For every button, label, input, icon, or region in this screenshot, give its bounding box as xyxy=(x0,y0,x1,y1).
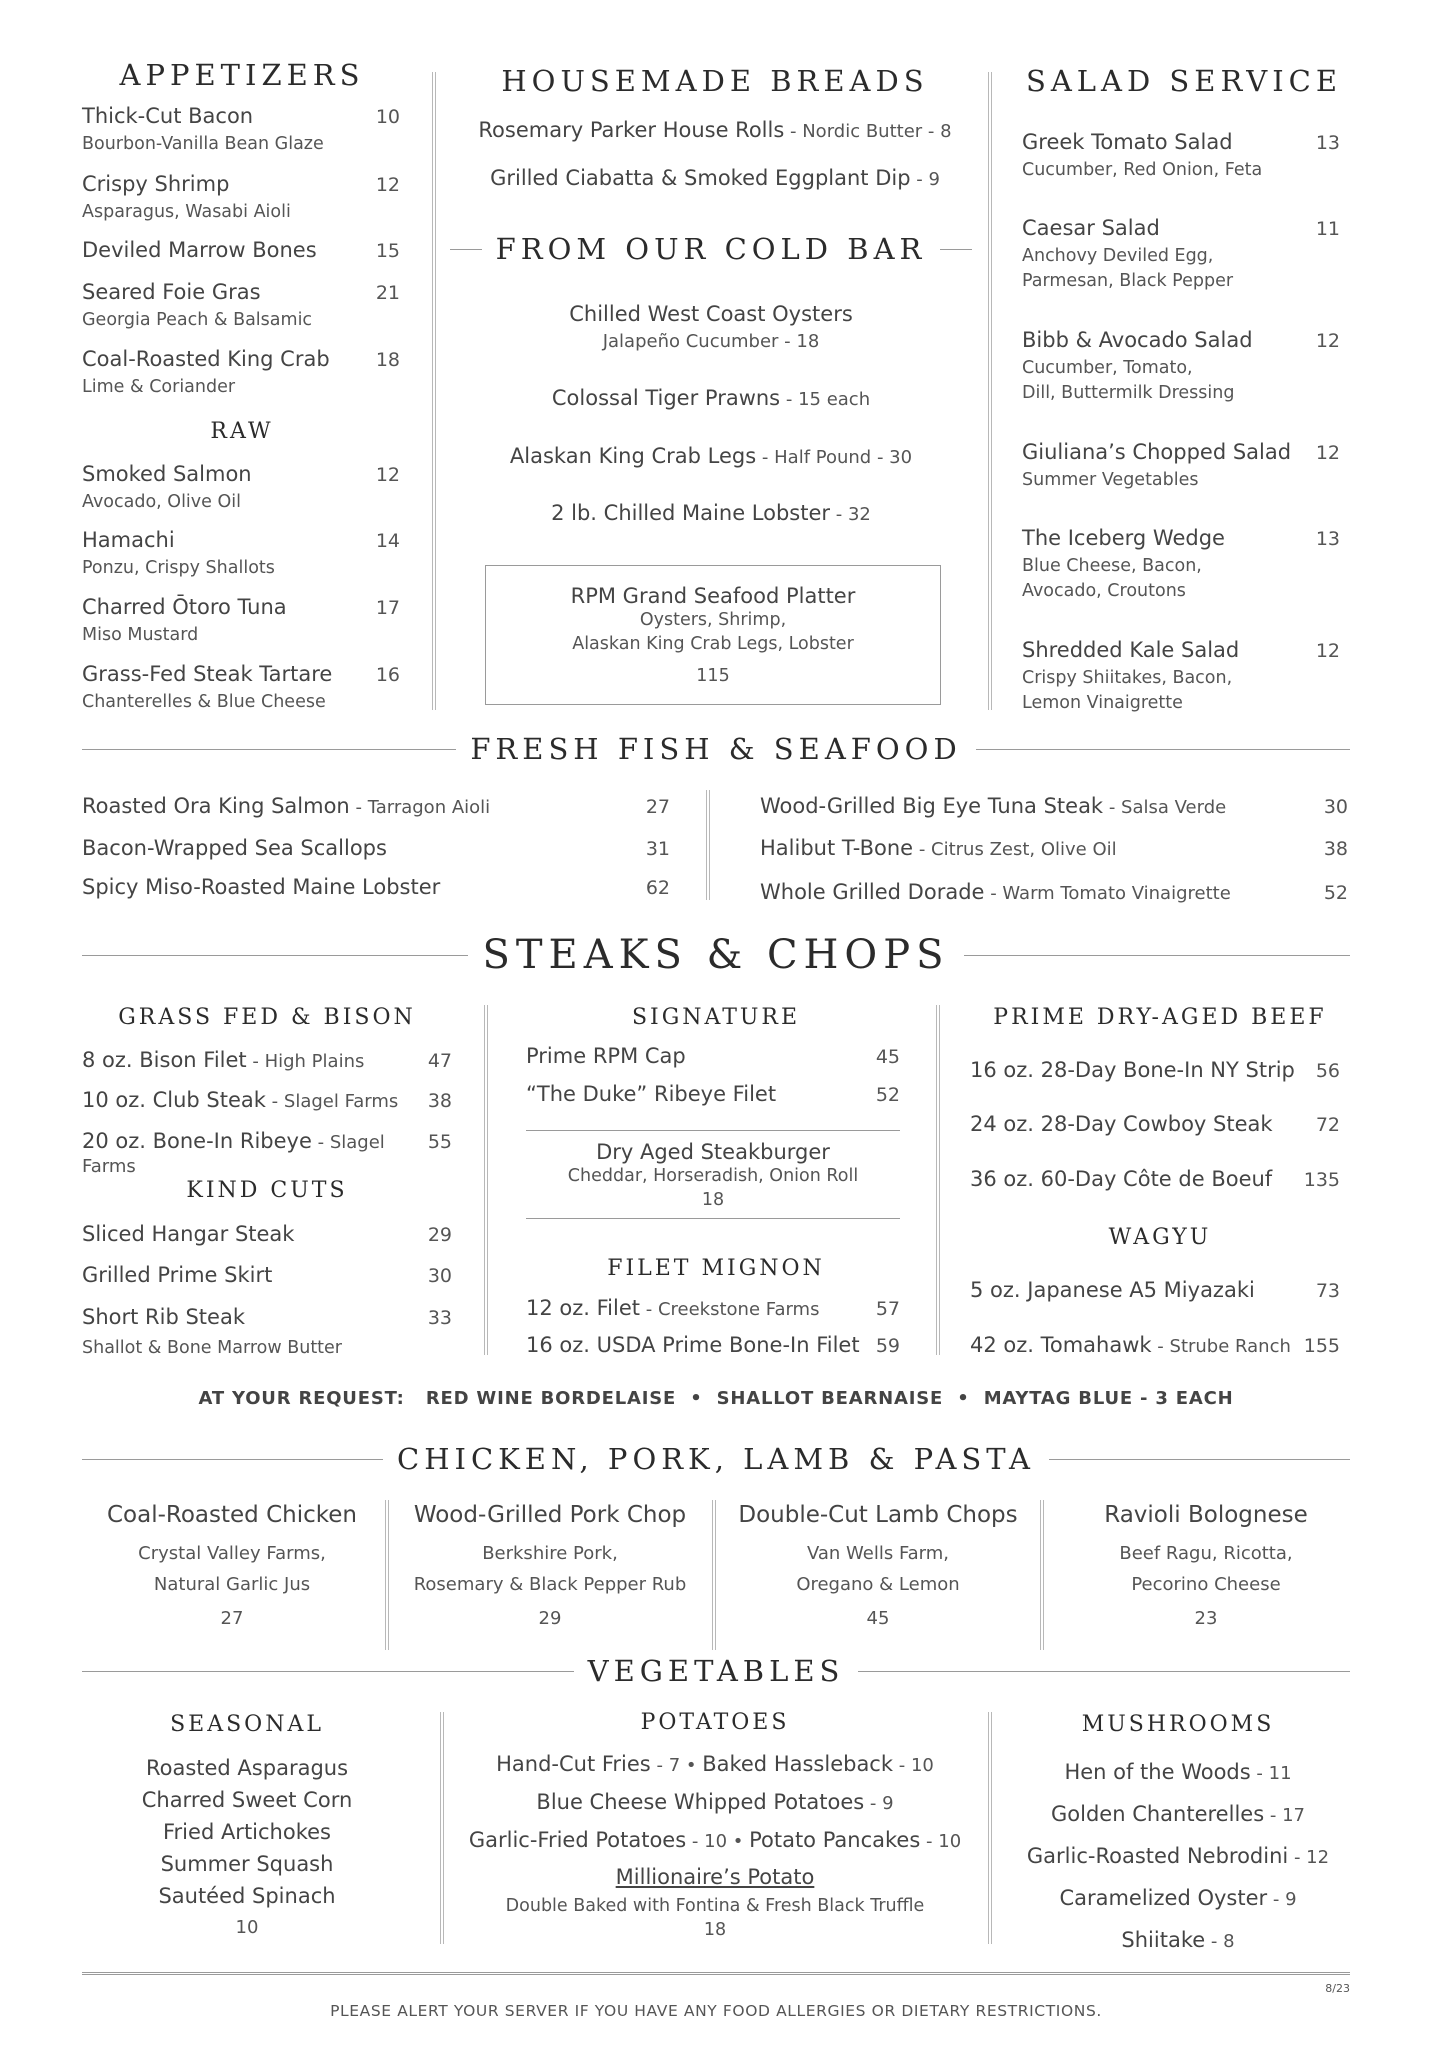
menu-item: 16 oz. 28-Day Bone-In NY Strip 56 xyxy=(970,1058,1340,1082)
menu-item: Coal-Roasted King Crab 18 xyxy=(82,347,400,371)
item-desc: Chanterelles & Blue Cheese xyxy=(82,692,326,712)
kind-cuts-heading: KIND CUTS xyxy=(186,1178,348,1203)
menu-item: Short Rib Steak 33 xyxy=(82,1305,452,1329)
menu-item: 16 oz. USDA Prime Bone-In Filet 59 xyxy=(526,1333,900,1357)
menu-item: “The Duke” Ribeye Filet 52 xyxy=(526,1082,900,1106)
menu-item: Whole Grilled Dorade - Warm Tomato Vinaigrette 52 xyxy=(760,880,1348,904)
menu-date: 8/23 xyxy=(1325,1982,1350,1995)
steaks-heading-row xyxy=(82,932,1350,978)
millionaires-potato: Millionaire’s Potato xyxy=(615,1865,815,1889)
item-desc: Anchovy Deviled Egg, xyxy=(1022,246,1214,266)
menu-item: 8 oz. Bison Filet - High Plains 47 xyxy=(82,1048,452,1072)
item-desc: Blue Cheese, Bacon, xyxy=(1022,556,1202,576)
cold-bar-item-detail: Jalapeño Cucumber - 18 xyxy=(602,331,820,352)
mushroom-item: Golden Chanterelles - 17 xyxy=(1051,1802,1305,1826)
item-desc: Dill, Buttermilk Dressing xyxy=(1022,383,1235,403)
cold-bar-item: Chilled West Coast Oysters xyxy=(569,302,853,326)
menu-item: Hamachi 14 xyxy=(82,528,400,552)
entree-name: Double-Cut Lamb Chops xyxy=(738,1502,1018,1528)
veg-item: Roasted Asparagus xyxy=(145,1756,349,1780)
entree-price: 23 xyxy=(1194,1608,1218,1629)
menu-item: Prime RPM Cap 45 xyxy=(526,1044,900,1068)
heading-rule-line xyxy=(976,749,1350,750)
sauces-note: AT YOUR REQUEST: RED WINE BORDELAISE • SHALLOT BEARNAISE • MAYTAG BLUE - 3 EACH xyxy=(198,1388,1234,1409)
menu-item: 10 oz. Club Steak - Slagel Farms 38 xyxy=(82,1088,452,1112)
menu-item: Deviled Marrow Bones 15 xyxy=(82,238,400,262)
entree-name: Coal-Roasted Chicken xyxy=(107,1502,357,1528)
platter-price: 115 xyxy=(696,666,730,686)
raw-heading: RAW xyxy=(210,419,274,444)
vegetables-heading: VEGETABLES xyxy=(587,1654,845,1688)
item-desc: Cucumber, Red Onion, Feta xyxy=(1022,160,1263,180)
cold-bar-item: Colossal Tiger Prawns - 15 each xyxy=(551,386,871,410)
cold-bar-heading-row xyxy=(450,232,972,266)
mushroom-item: Shiitake - 8 xyxy=(1121,1928,1235,1952)
cold-bar-item: Alaskan King Crab Legs - Half Pound - 30 xyxy=(509,444,913,468)
allergy-note: PLEASE ALERT YOUR SERVER IF YOU HAVE ANY FOOD ALLERGIES OR DIETARY RESTRICTIONS. xyxy=(330,2002,1102,2020)
menu-item: 24 oz. 28-Day Cowboy Steak 72 xyxy=(970,1112,1340,1136)
potatoes-list xyxy=(460,1746,970,1942)
menu-item: The Iceberg Wedge 13 xyxy=(1022,526,1340,550)
mushrooms-list xyxy=(1008,1752,1348,1962)
heading-rule-line xyxy=(964,955,1350,956)
platter-name: RPM Grand Seafood Platter xyxy=(570,584,856,608)
appetizers-heading: APPETIZERS xyxy=(119,58,365,92)
item-desc: Summer Vegetables xyxy=(1022,470,1199,490)
entree-desc-2: Oregano & Lemon xyxy=(796,1574,960,1595)
entree-desc-2: Pecorino Cheese xyxy=(1131,1574,1281,1595)
veg-item: Sautéed Spinach xyxy=(158,1884,336,1908)
menu-item: Grass-Fed Steak Tartare 16 xyxy=(82,662,400,686)
item-desc: Crispy Shiitakes, Bacon, xyxy=(1022,668,1233,688)
steakburger xyxy=(526,1140,900,1212)
heading-rule-line xyxy=(82,1671,574,1672)
potato-line: Hand-Cut Fries - 7 • Baked Hassleback - 10 xyxy=(496,1752,934,1776)
entree-price: 27 xyxy=(220,1608,244,1629)
chicken-heading: CHICKEN, PORK, LAMB & PASTA xyxy=(397,1442,1035,1476)
heading-rule-line xyxy=(82,955,468,956)
entree-name: Wood-Grilled Pork Chop xyxy=(413,1502,687,1528)
column-divider xyxy=(712,1500,716,1650)
menu-item: Smoked Salmon 12 xyxy=(82,462,400,486)
menu-item: Bibb & Avocado Salad 12 xyxy=(1022,328,1340,352)
steaks-heading: STEAKS & CHOPS xyxy=(482,932,950,978)
fish-heading: FRESH FISH & SEAFOOD xyxy=(470,732,962,766)
vegetables-heading-row xyxy=(82,1654,1350,1688)
entree-item xyxy=(400,1502,700,1629)
menu-item: Halibut T-Bone - Citrus Zest, Olive Oil 38 xyxy=(760,836,1348,860)
seasonal-heading: SEASONAL xyxy=(170,1712,324,1737)
steakburger-price: 18 xyxy=(701,1190,725,1210)
entree-desc-1: Van Wells Farm, xyxy=(806,1543,950,1564)
bread-item: Grilled Ciabatta & Smoked Eggplant Dip - 9 xyxy=(490,166,940,190)
column-divider xyxy=(484,1005,488,1355)
menu-item: Grilled Prime Skirt 30 xyxy=(82,1263,452,1287)
entree-item xyxy=(728,1502,1028,1629)
menu-item: Giuliana’s Chopped Salad 12 xyxy=(1022,440,1340,464)
heading-rule-line xyxy=(82,749,456,750)
menu-item: Spicy Miso-Roasted Maine Lobster 62 xyxy=(82,875,670,899)
grass-fed-heading: GRASS FED & BISON xyxy=(118,1005,416,1030)
veg-item: Summer Squash xyxy=(160,1852,334,1876)
menu-item: Shredded Kale Salad 12 xyxy=(1022,638,1340,662)
seasonal-list xyxy=(82,1752,412,1944)
potatoes-heading: POTATOES xyxy=(640,1710,790,1735)
menu-item: Caesar Salad 11 xyxy=(1022,216,1340,240)
veg-item: Fried Artichokes xyxy=(163,1820,331,1844)
veg-price: 10 xyxy=(235,1917,259,1938)
bread-item: Rosemary Parker House Rolls - Nordic Butter - 8 xyxy=(478,118,952,142)
column-divider xyxy=(988,1712,992,1944)
veg-item: Charred Sweet Corn xyxy=(141,1788,353,1812)
wagyu-heading: WAGYU xyxy=(1108,1225,1212,1250)
item-desc: Miso Mustard xyxy=(82,625,199,645)
mushroom-item: Caramelized Oyster - 9 xyxy=(1059,1886,1297,1910)
entree-desc-2: Rosemary & Black Pepper Rub xyxy=(413,1574,687,1595)
footer-rule xyxy=(82,1972,1350,1975)
menu-item: 36 oz. 60-Day Côte de Boeuf 135 xyxy=(970,1167,1340,1191)
steakburger-desc: Cheddar, Horseradish, Onion Roll xyxy=(567,1166,859,1186)
menu-item: 42 oz. Tomahawk - Strube Ranch 155 xyxy=(970,1333,1340,1357)
item-desc: Shallot & Bone Marrow Butter xyxy=(82,1338,343,1358)
column-divider xyxy=(988,72,992,710)
column-divider xyxy=(385,1500,389,1650)
platter-desc-1: Oysters, Shrimp, xyxy=(639,610,787,630)
item-desc: Avocado, Croutons xyxy=(1022,581,1186,601)
item-desc: Georgia Peach & Balsamic xyxy=(82,310,313,330)
signature-heading: SIGNATURE xyxy=(631,1005,801,1030)
item-desc: Bourbon-Vanilla Bean Glaze xyxy=(82,134,324,154)
item-desc: Cucumber, Tomato, xyxy=(1022,358,1193,378)
menu-item: Thick-Cut Bacon 10 xyxy=(82,104,400,128)
potato-line: Blue Cheese Whipped Potatoes - 9 xyxy=(536,1790,894,1814)
menu-item: Seared Foie Gras 21 xyxy=(82,280,400,304)
column-divider xyxy=(1040,1500,1044,1650)
entree-name: Ravioli Bolognese xyxy=(1104,1502,1308,1528)
chicken-heading-row xyxy=(82,1442,1350,1476)
divider xyxy=(526,1130,900,1131)
menu-item: Greek Tomato Salad 13 xyxy=(1022,130,1340,154)
menu-item: Crispy Shrimp 12 xyxy=(82,172,400,196)
entree-desc-1: Crystal Valley Farms, xyxy=(138,1543,326,1564)
entree-item xyxy=(1056,1502,1356,1629)
cold-bar-item: 2 lb. Chilled Maine Lobster - 32 xyxy=(551,501,871,525)
millionaires-potato-desc: Double Baked with Fontina & Fresh Black Truffle xyxy=(505,1896,925,1916)
entree-desc-1: Beef Ragu, Ricotta, xyxy=(1119,1543,1293,1564)
entree-desc-2: Natural Garlic Jus xyxy=(153,1574,311,1595)
mushrooms-heading: MUSHROOMS xyxy=(1081,1712,1275,1737)
menu-item: 20 oz. Bone-In Ribeye - Slagel Farms 55 xyxy=(82,1129,452,1177)
heading-rule-line xyxy=(940,249,972,250)
divider xyxy=(526,1218,900,1219)
menu-item: Charred Ōtoro Tuna 17 xyxy=(82,595,400,619)
item-desc: Avocado, Olive Oil xyxy=(82,492,241,512)
heading-rule-line xyxy=(858,1671,1350,1672)
item-desc: Parmesan, Black Pepper xyxy=(1022,271,1234,291)
filet-heading: FILET MIGNON xyxy=(607,1256,825,1281)
item-desc: Lemon Vinaigrette xyxy=(1022,693,1183,713)
steakburger-name: Dry Aged Steakburger xyxy=(596,1140,830,1164)
item-desc: Ponzu, Crispy Shallots xyxy=(82,558,275,578)
entree-price: 45 xyxy=(866,1608,890,1629)
platter-desc-2: Alaskan King Crab Legs, Lobster xyxy=(572,634,854,654)
salads-heading: SALAD SERVICE xyxy=(1025,64,1343,98)
breads-heading: HOUSEMADE BREADS xyxy=(501,64,929,98)
heading-rule-line xyxy=(450,249,482,250)
menu-item: 12 oz. Filet - Creekstone Farms 57 xyxy=(526,1296,900,1320)
dry-aged-heading: PRIME DRY-AGED BEEF xyxy=(993,1005,1327,1030)
fish-heading-row xyxy=(82,732,1350,766)
heading-rule-line xyxy=(1049,1459,1350,1460)
column-divider xyxy=(432,72,436,710)
potato-line: Garlic-Fried Potatoes - 10 • Potato Pancakes - 10 xyxy=(468,1828,962,1852)
mushroom-item: Hen of the Woods - 11 xyxy=(1064,1760,1292,1784)
item-desc: Lime & Coriander xyxy=(82,377,236,397)
column-divider xyxy=(936,1005,940,1355)
menu-item: Wood-Grilled Big Eye Tuna Steak - Salsa Verde 30 xyxy=(760,794,1348,818)
entree-desc-1: Berkshire Pork, xyxy=(482,1543,618,1564)
column-divider xyxy=(706,790,710,900)
item-desc: Asparagus, Wasabi Aioli xyxy=(82,202,291,222)
menu-item: 5 oz. Japanese A5 Miyazaki 73 xyxy=(970,1278,1340,1302)
heading-rule-line xyxy=(82,1459,383,1460)
entree-price: 29 xyxy=(538,1608,562,1629)
menu-item: Sliced Hangar Steak 29 xyxy=(82,1222,452,1246)
mushroom-item: Garlic-Roasted Nebrodini - 12 xyxy=(1026,1844,1330,1868)
millionaires-potato-price: 18 xyxy=(703,1920,727,1940)
column-divider xyxy=(440,1712,444,1944)
entree-item xyxy=(82,1502,382,1629)
cold-bar-heading: FROM OUR COLD BAR xyxy=(495,232,927,266)
menu-item: Bacon-Wrapped Sea Scallops 31 xyxy=(82,836,670,860)
menu-item: Roasted Ora King Salmon - Tarragon Aioli 27 xyxy=(82,794,670,818)
seafood-platter-box xyxy=(485,565,941,705)
